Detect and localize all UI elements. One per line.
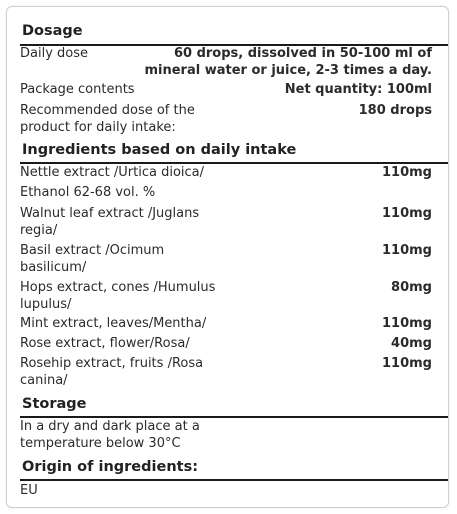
ingredients-heading: Ingredients based on daily intake [22,142,297,158]
origin-heading: Origin of ingredients: [22,459,199,475]
ingredient-name: Ethanol 62-68 vol. % [20,185,156,200]
ingredient-name: Basil extract /Ocimum [20,243,165,258]
daily-dose-value-line1: 60 drops, dissolved in 50-100 ml of [173,46,432,61]
ingredient-amount: 40mg [391,336,432,351]
ingredient-amount: 80mg [391,280,432,295]
ingredient-amount: 110mg [382,206,432,221]
storage-text: temperature below 30°C [20,436,181,451]
ingredient-name: Rosehip extract, fruits /Rosa [20,356,204,371]
ingredient-name: Rose extract, flower/Rosa/ [20,336,190,351]
daily-dose-label: Daily dose [20,46,89,61]
ingredient-name: basilicum/ [20,260,87,275]
ingredient-name: lupulus/ [20,297,72,312]
dosage-heading: Dosage [22,23,83,39]
nutrition-facts-panel [6,6,449,508]
ingredient-name: Mint extract, leaves/Mentha/ [20,316,207,331]
ingredient-name: regia/ [20,223,58,238]
ingredient-amount: 110mg [382,316,432,331]
storage-text: In a dry and dark place at a [20,419,200,434]
ingredient-name: Hops extract, cones /Humulus [20,280,216,295]
ingredient-name: Walnut leaf extract /Juglans [20,206,200,221]
daily-dose-value-line2: mineral water or juice, 2-3 times a day. [144,63,432,78]
recommended-dose-label-line2: product for daily intake: [20,120,176,135]
ingredient-amount: 110mg [382,356,432,371]
section-divider [20,479,448,481]
storage-heading: Storage [22,396,87,412]
recommended-dose-label-line1: Recommended dose of the [20,103,195,118]
ingredient-amount: 110mg [382,243,432,258]
ingredient-amount: 110mg [382,165,432,180]
ingredient-name: canina/ [20,373,68,388]
origin-value: EU [20,483,38,498]
package-contents-value: Net quantity: 100ml [284,82,432,97]
ingredient-name: Nettle extract /Urtica dioica/ [20,165,205,180]
recommended-dose-value: 180 drops [358,103,432,118]
package-contents-label: Package contents [20,82,135,97]
